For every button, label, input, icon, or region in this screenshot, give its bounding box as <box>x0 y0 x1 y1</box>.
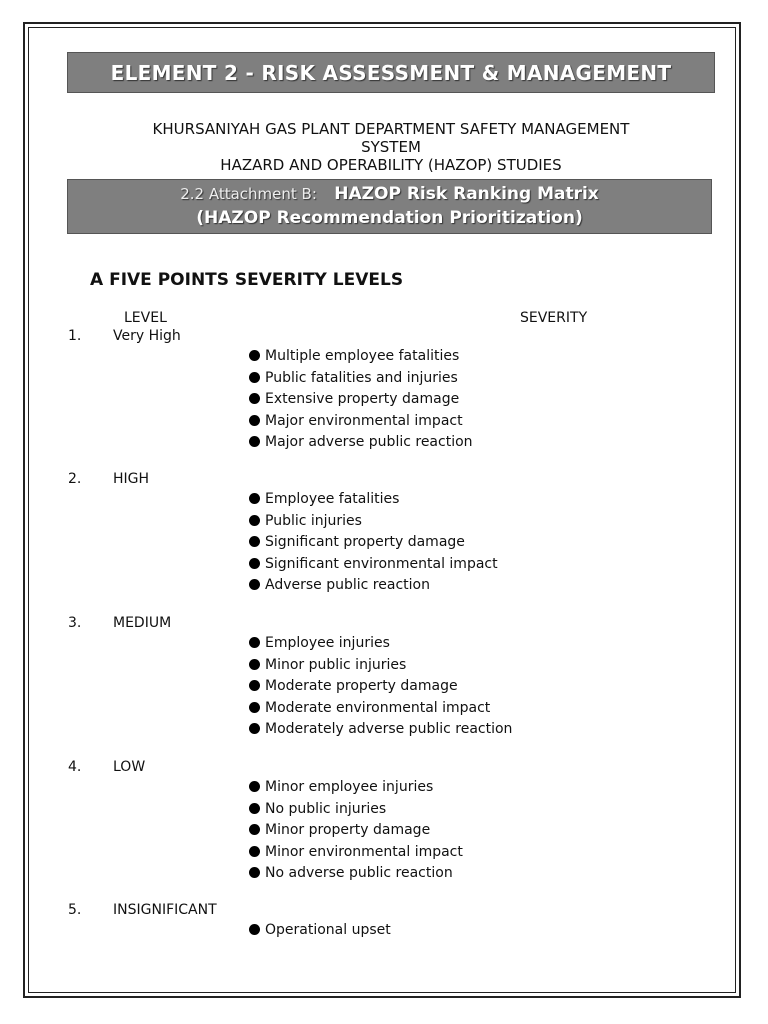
bullet-icon <box>249 867 260 878</box>
list-item: Adverse public reaction <box>249 575 498 597</box>
bullet-icon <box>249 803 260 814</box>
list-item: Major adverse public reaction <box>249 432 473 454</box>
bullet-icon <box>249 372 260 383</box>
list-item: Moderately adverse public reaction <box>249 719 512 741</box>
bullet-icon <box>249 558 260 569</box>
list-item: Extensive property damage <box>249 389 473 411</box>
level-number: 3. <box>68 615 82 631</box>
bullet-icon <box>249 637 260 648</box>
bullet-icon <box>249 924 260 935</box>
attachment-prefix: 2.2 Attachment B: <box>180 185 317 203</box>
attachment-banner <box>67 179 712 234</box>
plant-line-3: HAZARD AND OPERABILITY (HAZOP) STUDIES <box>220 156 562 174</box>
list-item: Moderate environmental impact <box>249 698 512 720</box>
list-item: Moderate property damage <box>249 676 512 698</box>
bullet-icon <box>249 680 260 691</box>
list-item: Employee injuries <box>249 633 512 655</box>
list-item: Significant environmental impact <box>249 554 498 576</box>
bullet-icon <box>249 846 260 857</box>
severity-list <box>249 346 473 454</box>
level-number: 4. <box>68 759 82 775</box>
bullet-icon <box>249 723 260 734</box>
list-item: Operational upset <box>249 920 391 942</box>
severity-list <box>249 777 463 885</box>
list-item: Minor property damage <box>249 820 463 842</box>
level-name: INSIGNIFICANT <box>113 902 217 918</box>
bullet-icon <box>249 659 260 670</box>
level-name: LOW <box>113 759 146 775</box>
bullet-icon <box>249 579 260 590</box>
list-item: Minor employee injuries <box>249 777 463 799</box>
list-item: Employee fatalities <box>249 489 498 511</box>
list-item: Multiple employee fatalities <box>249 346 473 368</box>
severity-list <box>249 489 498 597</box>
list-item: Public injuries <box>249 511 498 533</box>
level-number: 5. <box>68 902 82 918</box>
column-header-level: LEVEL <box>124 310 167 326</box>
plant-line-2: SYSTEM <box>361 138 421 156</box>
bullet-icon <box>249 702 260 713</box>
list-item: Minor environmental impact <box>249 842 463 864</box>
list-item: Major environmental impact <box>249 411 473 433</box>
attachment-subtitle: (HAZOP Recommendation Prioritization) <box>196 208 583 228</box>
level-name: MEDIUM <box>113 615 172 631</box>
plant-line-1: KHURSANIYAH GAS PLANT DEPARTMENT SAFETY MANAGEMENT <box>152 120 630 138</box>
list-item: No adverse public reaction <box>249 863 463 885</box>
attachment-title: HAZOP Risk Ranking Matrix <box>334 184 599 204</box>
list-item: Significant property damage <box>249 532 498 554</box>
column-header-severity: SEVERITY <box>520 310 588 326</box>
bullet-icon <box>249 536 260 547</box>
bullet-icon <box>249 515 260 526</box>
level-name: Very High <box>113 328 181 344</box>
bullet-icon <box>249 393 260 404</box>
element-banner-text: ELEMENT 2 - RISK ASSESSMENT & MANAGEMENT <box>110 60 672 85</box>
bullet-icon <box>249 493 260 504</box>
bullet-icon <box>249 436 260 447</box>
level-number: 2. <box>68 471 82 487</box>
bullet-icon <box>249 824 260 835</box>
list-item: Minor public injuries <box>249 655 512 677</box>
list-item: No public injuries <box>249 799 463 821</box>
plant-header <box>67 120 715 174</box>
bullet-icon <box>249 350 260 361</box>
severity-list <box>249 920 391 942</box>
element-banner <box>67 52 715 93</box>
level-number: 1. <box>68 328 82 344</box>
list-item: Public fatalities and injuries <box>249 368 473 390</box>
bullet-icon <box>249 781 260 792</box>
bullet-icon <box>249 415 260 426</box>
level-name: HIGH <box>113 471 150 487</box>
section-title: A FIVE POINTS SEVERITY LEVELS <box>90 270 404 290</box>
severity-list <box>249 633 512 741</box>
